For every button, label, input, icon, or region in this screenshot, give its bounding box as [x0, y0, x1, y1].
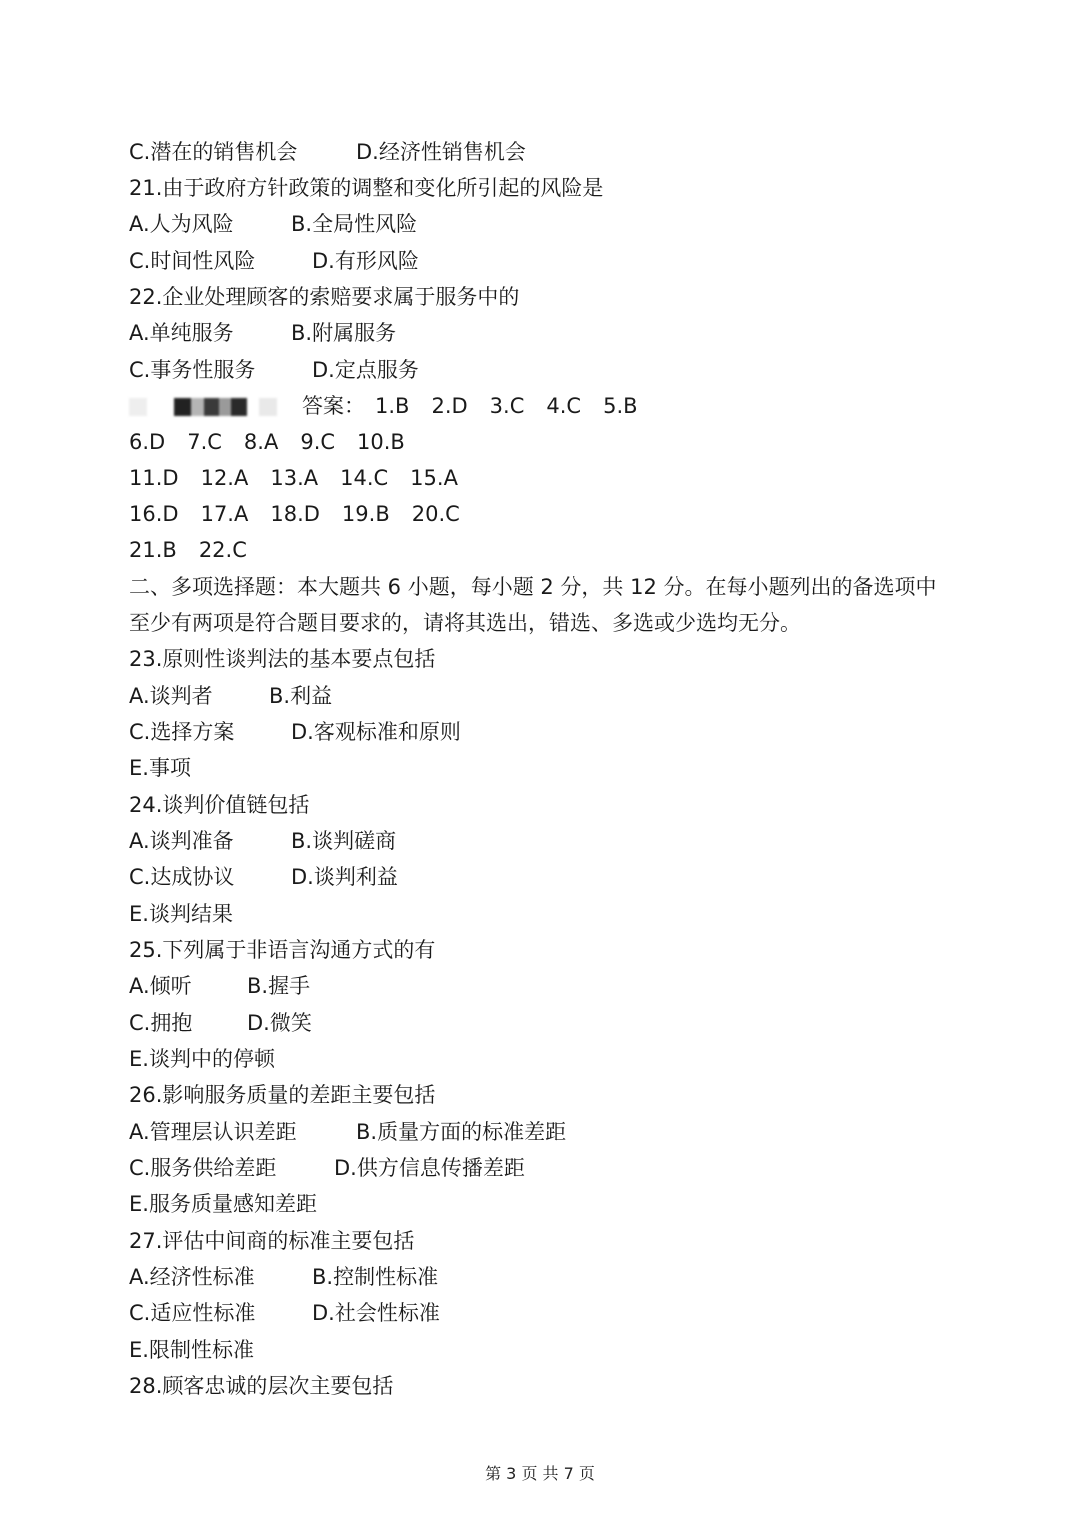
option-d: D.定点服务 — [312, 358, 419, 382]
option-c: C.事务性服务 — [129, 358, 256, 382]
option-a: A.经济性标准 — [129, 1265, 255, 1289]
answer-item: 21.B — [129, 538, 177, 562]
option-c: C.时间性风险 — [129, 249, 256, 273]
answer-key-row-4 — [129, 500, 482, 528]
answer-item: 10.B — [357, 430, 405, 454]
option-b: B.附属服务 — [291, 321, 397, 345]
q25-options-cd — [129, 1009, 312, 1037]
answer-item: 17.A — [200, 502, 249, 526]
option-d: D.供方信息传播差距 — [334, 1156, 525, 1180]
q25-options-ab — [129, 972, 310, 1000]
answer-item: 5.B — [603, 394, 638, 418]
q27-stem: 27.评估中间商的标准主要包括 — [129, 1229, 415, 1253]
answer-item: 20.C — [411, 502, 460, 526]
q23-options-cd — [129, 718, 461, 746]
section-2-instructions-line-1: 二、多项选择题：本大题共 6 小题，每小题 2 分，共 12 分。在每小题列出的备选项中 — [129, 575, 937, 599]
q26-options-ab — [129, 1118, 566, 1146]
answer-item: 13.A — [270, 466, 319, 490]
q24-option-e: E.谈判结果 — [129, 902, 233, 926]
option-d: D.社会性标准 — [312, 1301, 440, 1325]
option-a: A.倾听 — [129, 974, 192, 998]
option-b: B.谈判磋商 — [291, 829, 397, 853]
q25-stem: 25.下列属于非语言沟通方式的有 — [129, 938, 436, 962]
q28-stem: 28.顾客忠诚的层次主要包括 — [129, 1374, 394, 1398]
option-c: C.服务供给差距 — [129, 1156, 277, 1180]
q21-options-ab — [129, 210, 417, 238]
q21-options-cd — [129, 247, 419, 275]
q21-stem: 21.由于政府方针政策的调整和变化所引起的风险是 — [129, 176, 604, 200]
answer-item: 4.C — [546, 394, 582, 418]
option-d: D.客观标准和原则 — [291, 720, 461, 744]
answer-item: 3.C — [489, 394, 525, 418]
q22-stem: 22.企业处理顾客的索赔要求属于服务中的 — [129, 285, 520, 309]
answer-key-row-3 — [129, 464, 480, 492]
option-a: A.谈判准备 — [129, 829, 234, 853]
option-c: C.适应性标准 — [129, 1301, 256, 1325]
answer-item: 22.C — [198, 538, 247, 562]
q23-stem: 23.原则性谈判法的基本要点包括 — [129, 647, 436, 671]
q26-options-cd — [129, 1154, 525, 1182]
answer-item: 8.A — [243, 430, 279, 454]
answer-item: 12.A — [200, 466, 249, 490]
answer-key-row-1 — [129, 392, 660, 420]
q27-option-e: E.限制性标准 — [129, 1338, 254, 1362]
answer-item: 11.D — [129, 466, 179, 490]
option-c: C.达成协议 — [129, 865, 235, 889]
section-2-instructions-line-2: 至少有两项是符合题目要求的，请将其选出，错选、多选或少选均无分。 — [129, 611, 801, 635]
q26-option-e: E.服务质量感知差距 — [129, 1192, 317, 1216]
answer-key-row-5 — [129, 536, 269, 564]
q27-options-cd — [129, 1299, 440, 1327]
option-c: C.拥抱 — [129, 1011, 193, 1035]
option-b: B.利益 — [269, 684, 333, 708]
option-a: A.人为风险 — [129, 212, 234, 236]
answer-item: 6.D — [129, 430, 166, 454]
answer-item: 2.D — [431, 394, 468, 418]
answer-item: 14.C — [340, 466, 389, 490]
option-d: D.谈判利益 — [291, 865, 398, 889]
q22-options-ab — [129, 319, 396, 347]
answer-item: 7.C — [187, 430, 222, 454]
answer-key-label: 答案： — [302, 394, 365, 418]
option-b: B.握手 — [247, 974, 311, 998]
q22-options-cd — [129, 356, 419, 384]
answer-item: 1.B — [375, 394, 410, 418]
q23-options-ab — [129, 682, 332, 710]
q24-stem: 24.谈判价值链包括 — [129, 793, 310, 817]
option-a: A.管理层认识差距 — [129, 1120, 297, 1144]
answer-item: 9.C — [300, 430, 336, 454]
redacted-mark — [129, 398, 294, 416]
q25-option-e: E.谈判中的停顿 — [129, 1047, 275, 1071]
q20-options-cd — [129, 138, 526, 166]
option-b: B.全局性风险 — [291, 212, 418, 236]
option-c: C.潜在的销售机会 — [129, 140, 298, 164]
option-d: D.微笑 — [247, 1011, 312, 1035]
q23-option-e: E.事项 — [129, 756, 191, 780]
answer-item: 15.A — [410, 466, 458, 490]
q24-options-ab — [129, 827, 396, 855]
option-c: C.选择方案 — [129, 720, 235, 744]
answer-key-row-2 — [129, 428, 427, 456]
answer-item: 18.D — [270, 502, 320, 526]
answer-item: 19.B — [341, 502, 390, 526]
q27-options-ab — [129, 1263, 438, 1291]
answer-item: 16.D — [129, 502, 179, 526]
option-d: D.有形风险 — [312, 249, 419, 273]
q26-stem: 26.影响服务质量的差距主要包括 — [129, 1083, 436, 1107]
q24-options-cd — [129, 863, 398, 891]
option-b: B.质量方面的标准差距 — [356, 1120, 567, 1144]
option-a: A.谈判者 — [129, 684, 213, 708]
option-a: A.单纯服务 — [129, 321, 234, 345]
page-number-footer: 第 3 页 共 7 页 — [485, 1464, 595, 1483]
option-d: D.经济性销售机会 — [356, 140, 526, 164]
option-b: B.控制性标准 — [312, 1265, 439, 1289]
